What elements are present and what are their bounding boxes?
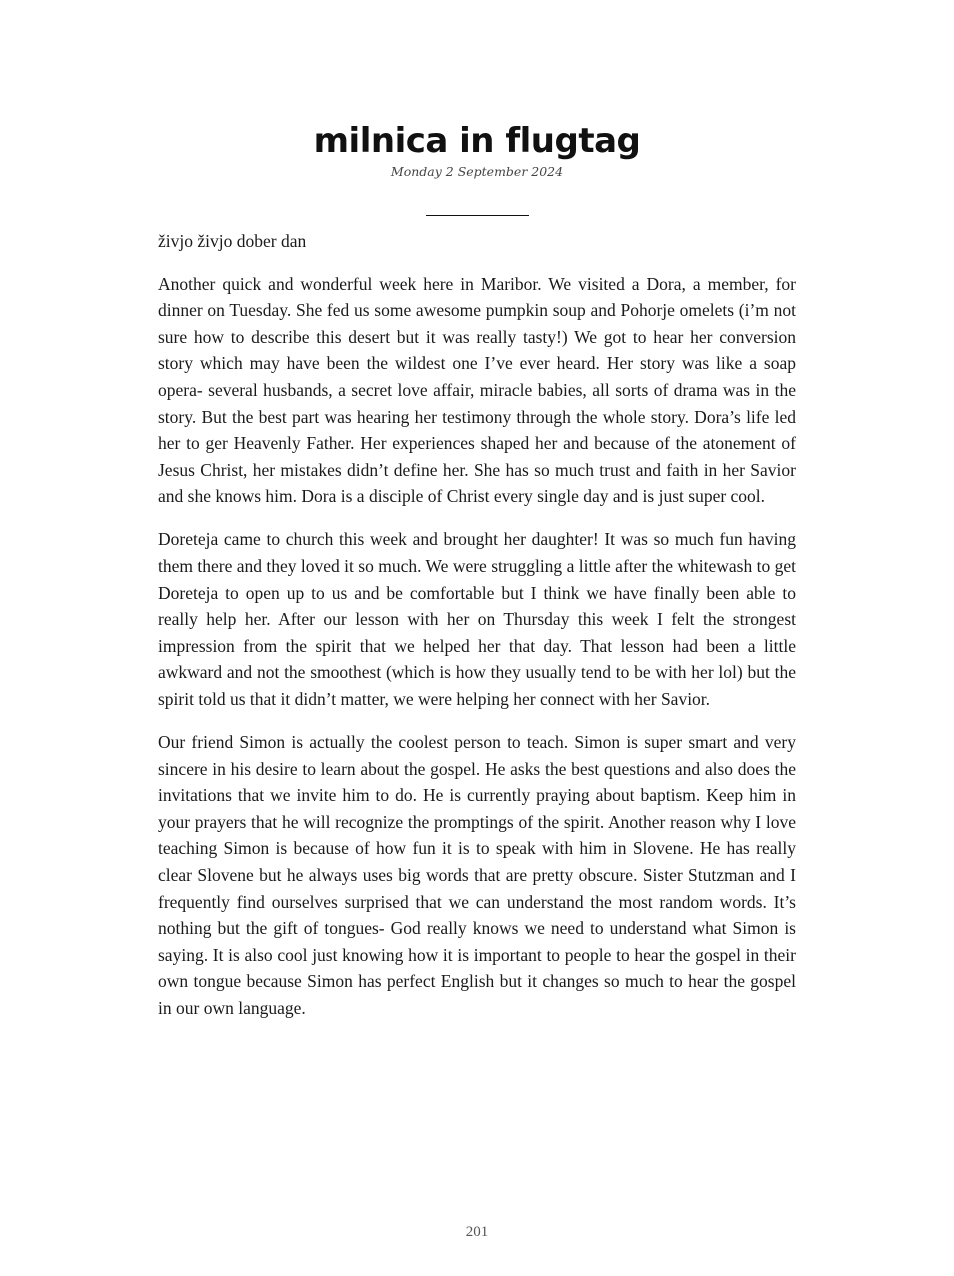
paragraph-simon: Our friend Simon is actually the coolest person to teach. Simon is super smart and very sincere in his desire to learn about the gospel. He asks the best questions and also does the invitations that we invite him to do. He is currently praying about baptism. Keep him in your prayers that he will recognize the promptings of the spirit. Another reason why I love teaching Simon is because of how fun it is to speak with him in Slovene. He has really clear Slovene but he always uses big words that are pretty obscure. Sister Stutzman and I frequently find ourselves surprised that we can understand the most random words. It’s nothing but the gift of tongues- God really knows we need to understand what Simon is saying. It is also cool just knowing how it is important to people to hear the gospel in their own tongue because Simon has perfect English but it changes so much to hear the gospel in our own language.	[158, 732, 796, 1019]
greeting-line: živjo živjo dober dan	[158, 231, 307, 251]
post-date: Monday 2 September 2024	[390, 164, 564, 179]
page-number: 201	[465, 1224, 489, 1240]
page-title: milnica in flugtag	[313, 121, 641, 161]
paragraph-doreteja: Doreteja came to church this week and brought her daughter! It was so much fun having them there and they loved it so much. We were struggling a little after the whitewash to get Doreteja to open up to us and be comfortable but I think we have finally been able to really help her. After our lesson with her on Thursday this week I felt the strongest impression from the spirit that we helped her that day. That lesson had been a little awkward and not the smoothest (which is how they usually tend to be with her lol) but the spirit told us that it didn’t matter, we were helping her connect with her Savior.	[158, 529, 796, 709]
article-body	[158, 228, 796, 1038]
title-divider	[426, 215, 529, 216]
paragraph-dora: Another quick and wonderful week here in Maribor. We visited a Dora, a member, for dinner on Tuesday. She fed us some awesome pumpkin soup and Pohorje omelets (i’m not sure how to describe this desert but it was really tasty!) We got to hear her conversion story which may have been the wildest one I’ve ever heard. Her story was like a soap opera- several husbands, a secret love affair, miracle babies, all sorts of drama was in the story. But the best part was hearing her testimony through the whole story. Dora’s life led her to ger Heavenly Father. Her experiences shaped her and because of the atonement of Jesus Christ, her mistakes didn’t define her. She has so much trust and faith in her Savior and she knows him. Dora is a disciple of Christ every single day and is just super cool.	[158, 273, 796, 507]
